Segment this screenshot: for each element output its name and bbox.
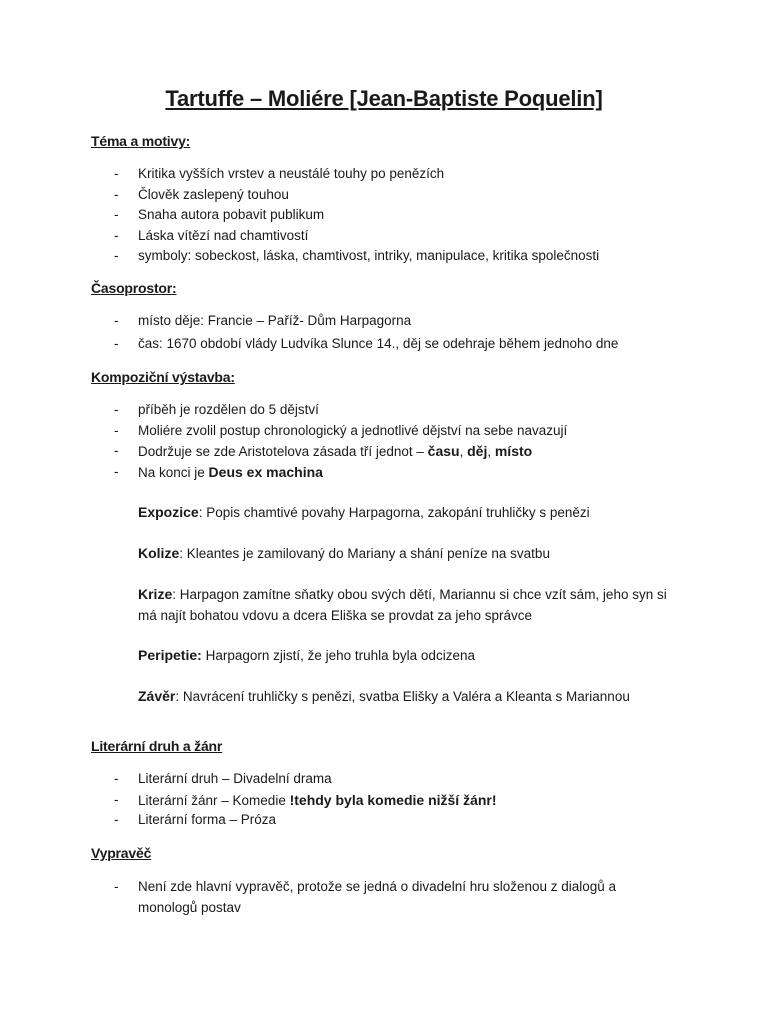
list-item: - Literární žánr – Komedie !tehdy byla komedie nižší žánr!: [114, 791, 497, 808]
paragraph-krize: Krize: Harpagon zamítne sňatky obou svých dětí, Mariannu si chce vzít sám, jeho syn si má najít bohatou vdovu a dcera Eliška se provdat za jeho správce: [138, 586, 667, 623]
list-item: - Člověk zaslepený touhou: [114, 186, 289, 202]
list-item: - Na konci je Deus ex machina: [114, 463, 323, 480]
list-item: - Moliére zvolil postup chronologický a jednotlivé dějství na sebe navazují: [114, 422, 568, 438]
list-item: - Dodržuje se zde Aristotelova zásada tří jednot – času, děj, místo: [114, 443, 533, 459]
list-item: - čas: 1670 období vlády Ludvíka Slunce 14., děj se odehraje během jednoho dne: [114, 335, 619, 351]
list-item: - příběh je rozdělen do 5 dějství: [114, 402, 319, 417]
list-item: - Snaha autora pobavit publikum: [114, 207, 325, 222]
list-vypravec: [91, 876, 678, 918]
list-casoprostor: [91, 311, 618, 354]
list-item: - Literární druh – Divadelní drama: [114, 771, 332, 786]
list-druh: [91, 769, 497, 831]
heading-vypravec: Vypravěč: [91, 845, 152, 861]
list-item: - Není zde hlavní vypravěč, protože se jedná o divadelní hru složenou z dialogů a monologů postav: [114, 879, 617, 915]
paragraph-peripetie: Peripetie: Harpagorn zjistí, že jeho truhla byla odcizena: [138, 647, 475, 663]
list-tema: [91, 164, 599, 267]
list-item: - Literární forma – Próza: [114, 812, 277, 827]
list-item: - místo děje: Francie – Paříž- Dům Harpagorna: [114, 313, 412, 328]
list-item: - symboly: sobeckost, láska, chamtivost, intriky, manipulace, kritika společnosti: [114, 248, 600, 263]
heading-casoprostor: Časoprostor:: [91, 280, 177, 296]
paragraph-expozice: Expozice: Popis chamtivé povahy Harpagorna, zakopání truhličky s penězi: [138, 504, 590, 520]
list-kompozicni: [91, 400, 567, 482]
list-item: - Kritika vyšších vrstev a neustálé touhy po penězích: [114, 166, 445, 181]
list-item: - Láska vítězí nad chamtivostí: [114, 227, 309, 243]
paragraph-zaver: Závěr: Navrácení truhličky s penězi, svatba Elišky a Valéra a Kleanta s Mariannou: [138, 688, 630, 704]
document-title: Tartuffe – Moliére [Jean-Baptiste Poquelin]: [165, 86, 603, 111]
heading-kompozicni: Kompoziční výstavba:: [91, 369, 235, 385]
heading-druh: Literární druh a žánr: [91, 738, 223, 754]
paragraph-kolize: Kolize: Kleantes je zamilovaný do Mariany a shání peníze na svatbu: [138, 545, 550, 561]
heading-tema: Téma a motivy:: [91, 133, 191, 149]
